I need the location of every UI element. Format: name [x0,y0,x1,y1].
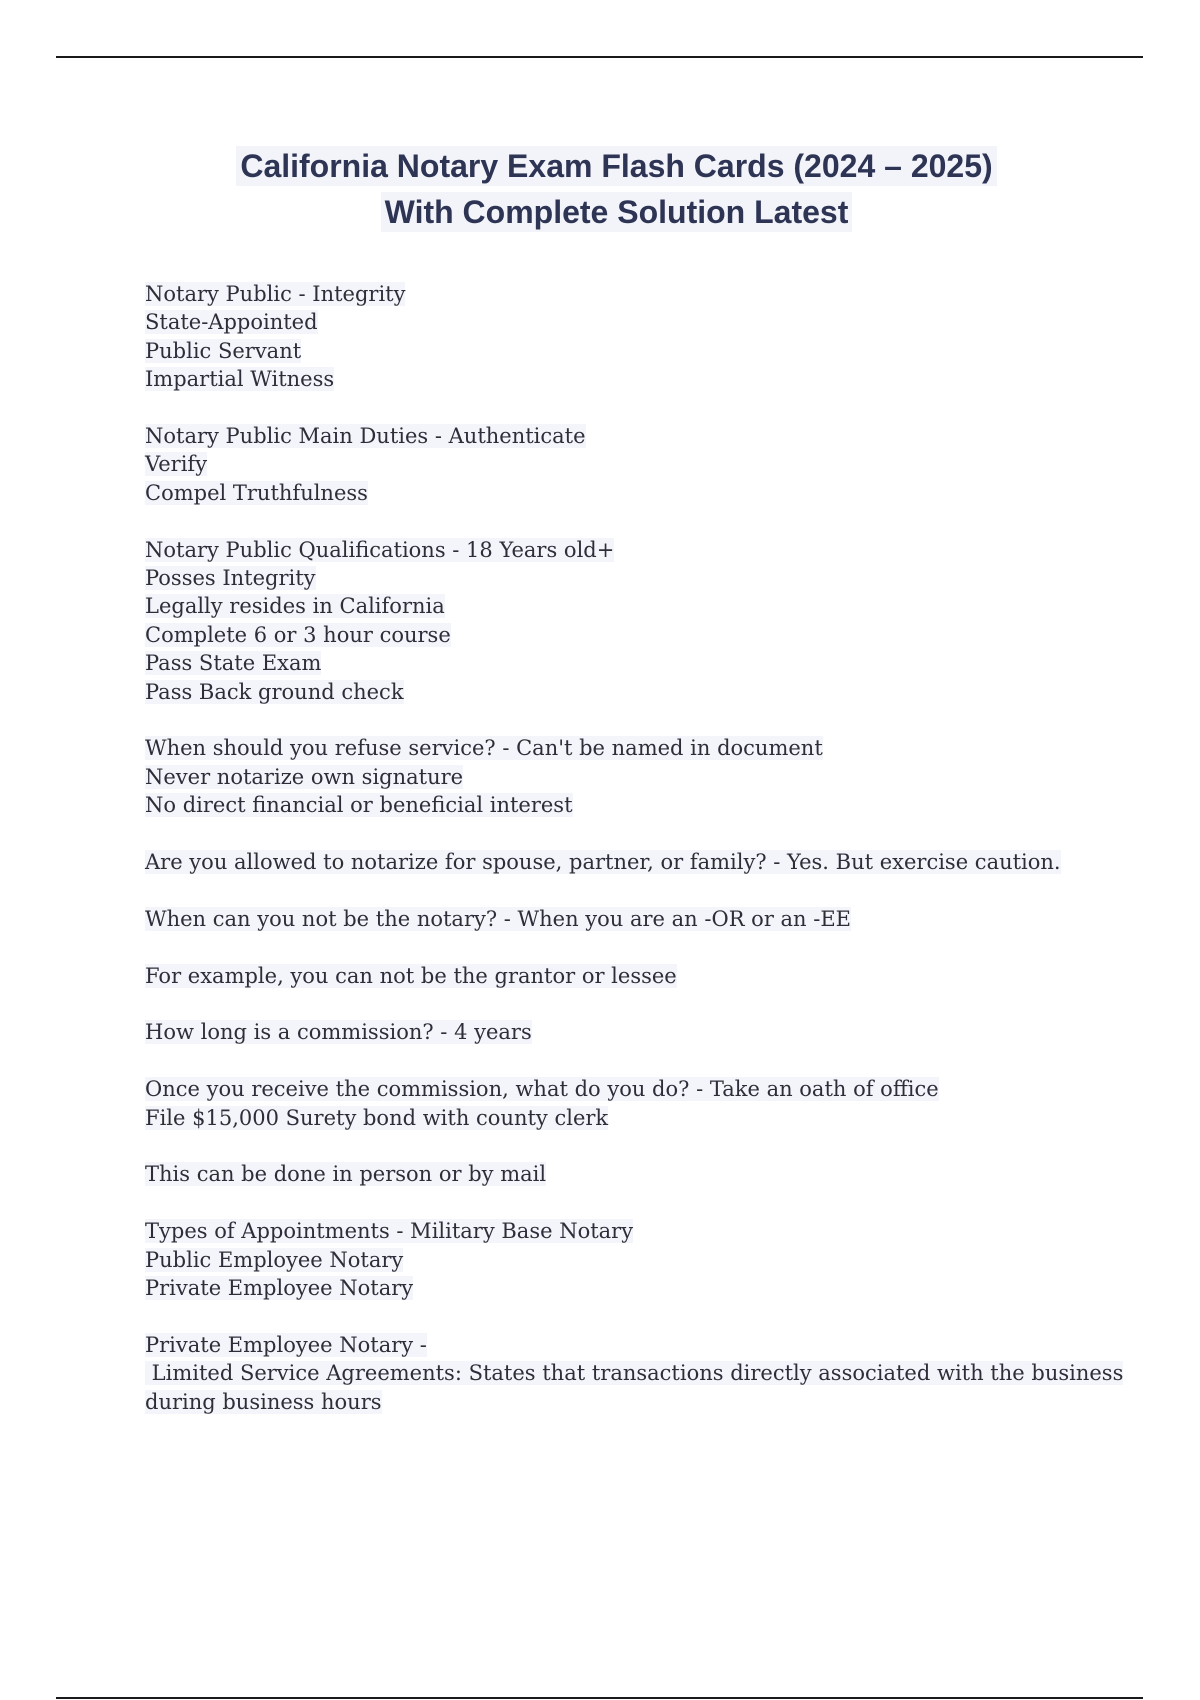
flash-card [145,905,1145,933]
card-line: Never notarize own signature [145,764,464,789]
card-line: Once you receive the commission, what do you do? - Take an oath of office [145,1077,939,1102]
flash-card [145,280,1145,394]
flash-card-list [145,280,1145,1444]
card-line: When should you refuse service? - Can't be named in document [145,736,823,761]
card-line: Private Employee Notary [145,1276,414,1301]
card-line: No direct financial or beneficial interest [145,793,573,818]
card-line: How long is a commission? - 4 years [145,1020,532,1045]
card-line: File $15,000 Surety bond with county clerk [145,1105,609,1130]
flash-card [145,422,1145,507]
card-line: State-Appointed [145,310,318,335]
card-line: For example, you can not be the grantor or lessee [145,963,677,988]
document-title [0,143,1200,235]
card-line: Complete 6 or 3 hour course [145,622,451,647]
card-line: Verify [145,452,208,477]
flash-card [145,1018,1145,1046]
title-line-1: California Notary Exam Flash Cards (2024 – 2025) [0,143,1200,189]
card-line: during business hours [145,1389,382,1414]
flash-card [145,1075,1145,1132]
flash-card [145,1331,1145,1416]
card-line: Types of Appointments - Military Base Notary [145,1219,634,1244]
card-line: Pass Back ground check [145,679,404,704]
card-line: Limited Service Agreements: States that transactions directly associated with the business [145,1361,1124,1386]
card-line: Compel Truthfulness [145,480,368,505]
top-rule [56,56,1143,58]
card-line: This can be done in person or by mail [145,1162,547,1187]
flash-card [145,536,1145,706]
flash-card [145,734,1145,819]
card-line: Pass State Exam [145,651,322,676]
card-line: Posses Integrity [145,566,316,591]
card-line: Legally resides in California [145,594,445,619]
card-line: Public Servant [145,338,302,363]
flash-card [145,1160,1145,1188]
flash-card [145,848,1145,876]
bottom-rule [56,1697,1143,1699]
card-line: When can you not be the notary? - When you are an -OR or an -EE [145,906,852,931]
flash-card [145,962,1145,990]
title-line-2: With Complete Solution Latest [0,189,1200,235]
card-line: Private Employee Notary - [145,1332,427,1357]
flash-card [145,1217,1145,1302]
card-line: Are you allowed to notarize for spouse, partner, or family? - Yes. But exercise caution. [145,850,1061,875]
card-line: Notary Public - Integrity [145,282,406,306]
card-line: Impartial Witness [145,367,335,392]
card-line: Notary Public Qualifications - 18 Years old+ [145,537,615,562]
card-line: Notary Public Main Duties - Authenticate [145,424,586,449]
card-line: Public Employee Notary [145,1247,404,1272]
